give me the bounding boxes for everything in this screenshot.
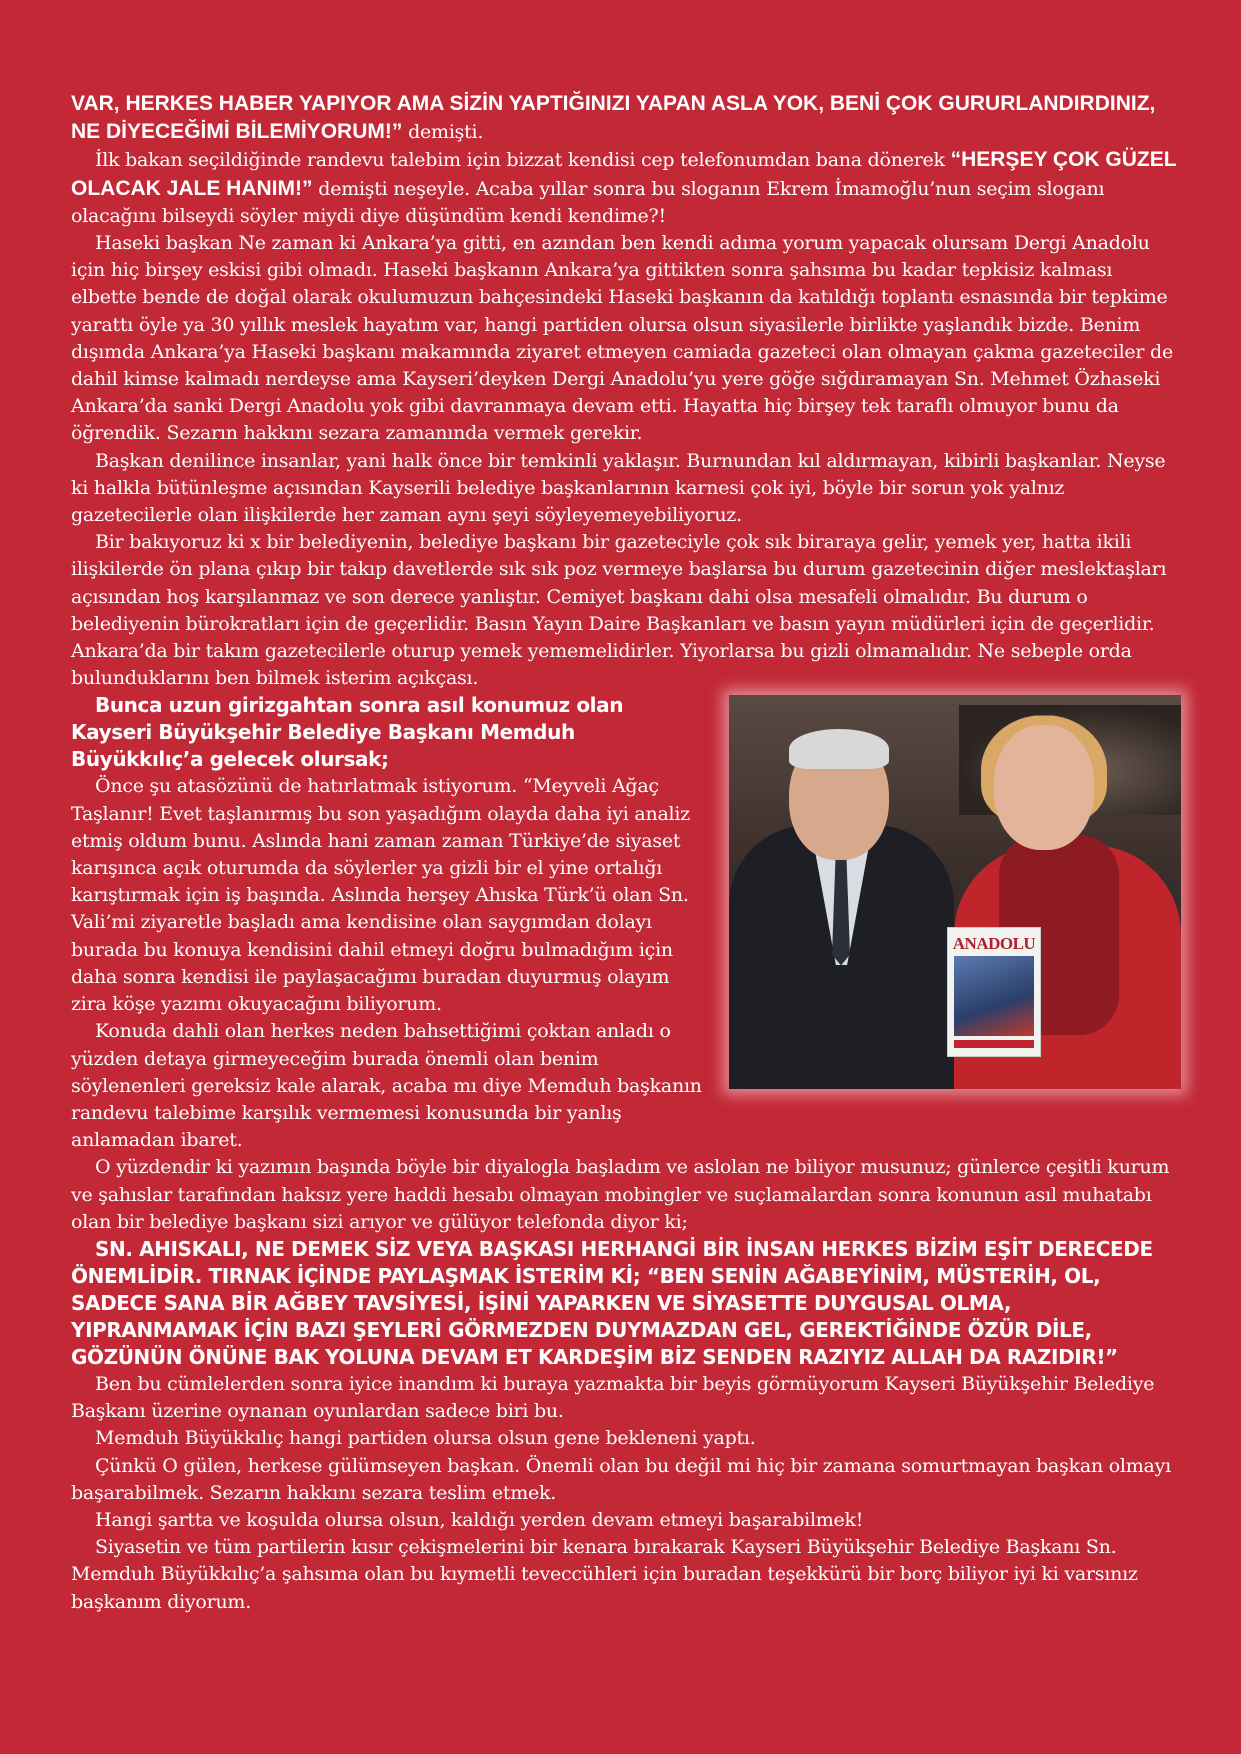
paragraph-5: Bir bakıyoruz ki x bir belediyenin, belediye başkanı bir gazeteciyle çok sık biraraya gelir, yemek yer, hatta ikili ilişkilerde ön plana çıkıp bir takıp davetlerde sık sık poz vermeye başlarsa bu durum gazetecinin diğer meslektaşları açısından hoş karşılanmaz ve son derece yanlıştır. Cemiyet başkanı dahi olsa mesafeli olmalıdır. Bu durum o belediyenin bürokratları için de geçerlidir. Basın Yayın Daire Başkanları ve basın yayın müdürleri için de geçerlidir. Ankara’da bir takım gazetecilerle oturup yemek yememelidirler. Yiyorlarsa bu gizli olmamalıdır. Ne sebeple orda bulunduklarını ben bilmek isterim açıkçası.: [71, 531, 1167, 690]
article-body: [71, 90, 1181, 1616]
paragraph-8: Konuda dahli olan herkes neden bahsettiğimi çoktan anladı o yüzden detaya girmeyeceğim burada önemli olan benim söylenenleri gereksiz kale alarak, acaba mı diye Memduh başkanın randevu talebime karşılık vermemesi konusunda bir yanlış anlamadan ibaret.: [71, 1020, 702, 1152]
paragraph-9: O yüzdendir ki yazımın başında böyle bir diyalogla başladım ve aslolan ne biliyor musunuz; günlerce çeşitli kurum ve şahıslar tarafından haksız yere haddi hesabı olmayan mobingler ve suçlamalardan sonra konunun asıl muhatabı olan bir belediye başkanı sizi arıyor ve gülüyor telefonda diyor ki;: [71, 1156, 1170, 1233]
paragraph-13: Çünkü O gülen, herkese gülümseyen başkan. Önemli olan bu değil mi hiç bir zamana somurtmayan başkan olmayı başarabilmek. Sezarın hakkını sezara teslim etmek.: [71, 1454, 1171, 1504]
magazine-cover: [947, 927, 1041, 1057]
paragraph-6-heading: Bunca uzun girizgahtan sonra asıl konumuz olan Kayseri Büyükşehir Belediye Başkanı Memduh Büyükkılıç’a gelecek olursak;: [71, 693, 624, 772]
paragraph-7: Önce şu atasözünü de hatırlatmak istiyorum. “Meyveli Ağaç Taşlanır! Evet taşlanırmış bu son yaşadığım olayda daha iyi analiz etmiş oldum bunu. Aslında hani zaman zaman Türkiye’de siyaset karışınca açık oturumda da söylerler ya gizli bir el yine ortalığı karıştırmak için iş başında. Aslında herşey Ahıska Türk’ü olan Sn. Vali’mi ziyaretle başladı ama kendisine olan saygımdan dolayı burada bu konuya kendisini dahil etmeyi doğru bulmadığım için daha sonra kendisi ile paylaşacağımı buradan duyurmuş olayım zira köşe yazımı okuyacağını biliyorum.: [71, 775, 690, 1016]
article-photo: [729, 695, 1181, 1089]
paragraph-11: Ben bu cümlelerden sonra iyice inandım ki buraya yazmakta bir beyis görmüyorum Kayseri Büyükşehir Belediye Başkanı üzerine oynanan oyunlardan sadece biri bu.: [71, 1372, 1155, 1423]
magazine-title: ANADOLU: [952, 934, 1036, 954]
slogan-bold: “HERŞEY ÇOK GÜZEL OLACAK JALE HANIM!”: [71, 148, 1177, 200]
paragraph-3: Haseki başkan Ne zaman ki Ankara’ya gitti, en azından ben kendi adıma yorum yapacak olursam Dergi Anadolu için hiç birşey eskisi gibi olmadı. Haseki başkanın Ankara’ya gittikten sonra şahsıma bu kadar tepkisiz kalması elbette bende de doğal olarak okulumuzun bahçesindeki Haseki başkanın da katıldığı toplantı esnasında bir tepkime yarattı öyle ya 30 yıllık meslek hayatım var, hangi partiden olursa olsun siyasilerle birlikte yaşlandık bizde. Benim dışımda Ankara’ya Haseki başkanı makamında ziyaret etmeyen camiada gazeteci olan olmayan çakma gazeteciler de dahil kimse kalmadı nerdeyse ama Kayseri’deyken Dergi Anadolu’yu yere göğe sığdıramayan Sn. Mehmet Özhaseki Ankara’da sanki Dergi Anadolu yok gibi davranmaya devam etti. Hayatta hiç birşey tek taraflı olmuyor bunu da öğrendik. Sezarın hakkını sezara zamanında vermek gerekir.: [71, 232, 1173, 445]
paragraph-1: VAR, HERKES HABER YAPIYOR AMA SİZİN YAPTIĞINIZI YAPAN ASLA YOK, BENİ ÇOK GURURLANDIRDINIZ, NE DİYECEĞİMİ BİLEMİYORUM!” demişti.: [71, 92, 1156, 144]
quote-bold: VAR, HERKES HABER YAPIYOR AMA SİZİN YAPTIĞINIZI YAPAN ASLA YOK, BENİ ÇOK GURURLANDIRDINIZ, NE DİYECEĞİMİ BİLEMİYORUM!”: [71, 92, 1156, 144]
paragraph-10-quote: SN. AHISKALI, NE DEMEK SİZ VEYA BAŞKASI HERHANGİ BİR İNSAN HERKES BİZİM EŞİT DERECEDE ÖNEMLİDİR. TIRNAK İÇİNDE PAYLAŞMAK İSTERİM Kİ; “BEN SENİN AĞABEYİNİM, MÜSTERİH, OL, SADECE SANA BİR AĞBEY TAVSİYESİ, İŞİNİ YAPARKEN VE SİYASETTE DUYGUSAL OLMA, YIPRANMAMAK İÇİN BAZI ŞEYLERİ GÖRMEZDEN DUYMAZDAN GEL, GEREKTİĞİNDE ÖZÜR DİLE, GÖZÜNÜN ÖNÜNE BAK YOLUNA DEVAM ET KARDEŞİM BİZ SENDEN RAZIYIZ ALLAH DA RAZIDIR!”: [71, 1236, 1153, 1369]
paragraph-2: İlk bakan seçildiğinde randevu talebim için bizzat kendisi cep telefonumdan bana dönerek “HERŞEY ÇOK GÜZEL OLACAK JALE HANIM!” demişti neşeyle. Acaba yıllar sonra bu sloganın Ekrem İmamoğlu’nun seçim sloganı olacağını bilseydi söyler miydi diye düşündüm kendi kendime?!: [71, 148, 1177, 227]
paragraph-12: Memduh Büyükkılıç hangi partiden olursa olsun gene bekleneni yaptı.: [95, 1427, 756, 1450]
paragraph-15: Siyasetin ve tüm partilerin kısır çekişmelerini bir kenara bırakarak Kayseri Büyükşehir Belediye Başkanı Sn. Memduh Büyükkılıç’a şahsıma olan bu kıymetli teveccühleri için buradan teşekkürü bir borç biliyor iyi ki varsınız başkanım diyorum.: [71, 1536, 1138, 1613]
paragraph-14: Hangi şartta ve koşulda olursa olsun, kaldığı yerden devam etmeyi başarabilmek!: [95, 1508, 864, 1531]
paragraph-4: Başkan denilince insanlar, yani halk önce bir temkinli yaklaşır. Burnundan kıl aldırmayan, kibirli başkanlar. Neyse ki halkla bütünleşme açısından Kayserili belediye başkanlarının karnesi çok iyi, böyle bir sorun yok yalnız gazetecilerle olan ilişkilerde her zaman aynı şeyi söyleyemeyebiliyoruz.: [71, 449, 1166, 527]
